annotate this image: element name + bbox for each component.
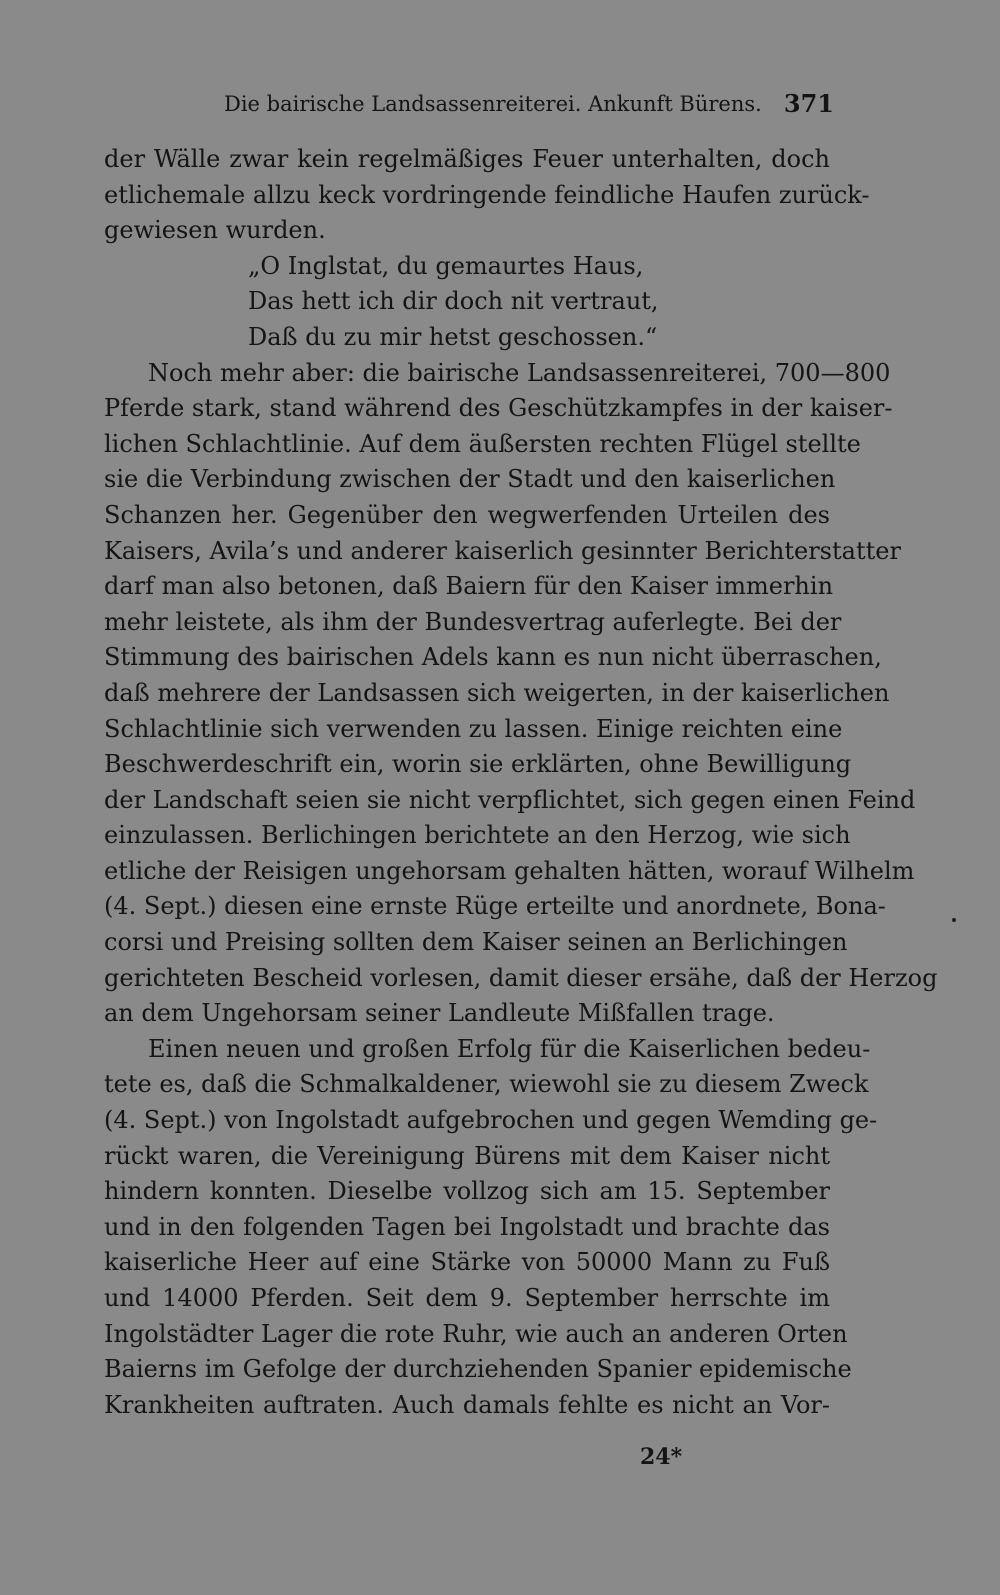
text-line: daß mehrere der Landsassen sich weigerten, in der kaiserlichen bbox=[104, 678, 890, 707]
text-line: (4. Sept.) von Ingolstadt aufgebrochen und gegen Wemding ge- bbox=[104, 1106, 878, 1135]
text-line: mehr leistete, als ihm der Bundesvertrag auferlegte. Bei der bbox=[104, 607, 842, 636]
text-line: darf man also betonen, daß Baiern für den Kaiser immerhin bbox=[104, 572, 834, 601]
text-line: hindern konnten. Dieselbe vollzog sich am 15. September bbox=[104, 1177, 830, 1206]
text-line: der Landschaft seien sie nicht verpflichtet, sich gegen einen Feind bbox=[104, 785, 916, 814]
verse-line: „O Inglstat, du gemaurtes Haus, bbox=[248, 251, 644, 280]
text-line: Ingolstädter Lager die rote Ruhr, wie auch an anderen Orten bbox=[104, 1319, 848, 1348]
text-line: lichen Schlachtlinie. Auf dem äußersten rechten Flügel stellte bbox=[104, 429, 861, 458]
text-line: sie die Verbindung zwischen der Stadt und den kaiserlichen bbox=[104, 465, 836, 494]
text-line: etliche der Reisigen ungehorsam gehalten hätten, worauf Wilhelm bbox=[104, 856, 915, 885]
text-line: corsi und Preising sollten dem Kaiser seinen an Berlichingen bbox=[104, 928, 848, 957]
text-line: gewiesen wurden. bbox=[104, 216, 326, 245]
printer-signature: 24* bbox=[640, 1444, 683, 1470]
text-line: einzulassen. Berlichingen berichtete an den Herzog, wie sich bbox=[104, 821, 851, 850]
text-line: Noch mehr aber: die bairische Landsassenreiterei, 700—800 bbox=[148, 358, 891, 387]
scan-speck bbox=[952, 918, 956, 922]
text-line: und 14000 Pferden. Seit dem 9. September herrschte im bbox=[104, 1284, 830, 1312]
text-line: Schlachtlinie sich verwenden zu lassen. Einige reichten eine bbox=[104, 714, 843, 743]
text-line: gerichteten Bescheid vorlesen, damit dieser ersähe, daß der Herzog bbox=[104, 963, 938, 992]
verse-line: Das hett ich dir doch nit vertraut, bbox=[248, 287, 659, 316]
text-line: kaiserliche Heer auf eine Stärke von 50000 Mann zu Fuß bbox=[104, 1248, 830, 1277]
text-line: Stimmung des bairischen Adels kann es nun nicht überraschen, bbox=[104, 643, 882, 672]
text-line: tete es, daß die Schmalkaldener, wiewohl sie zu diesem Zweck bbox=[104, 1070, 869, 1099]
text-line: rückt waren, die Vereinigung Bürens mit dem Kaiser nicht bbox=[104, 1141, 830, 1170]
text-line: Beschwerdeschrift ein, worin sie erklärten, ohne Bewilligung bbox=[104, 750, 852, 779]
running-title: Die bairische Landsassenreiterei. Ankunft Bürens. bbox=[224, 92, 762, 116]
text-line: Pferde stark, stand während des Geschützkampfes in der kaiser- bbox=[104, 394, 893, 423]
page-number: 371 bbox=[783, 89, 834, 118]
verse-line: Daß du zu mir hetst geschossen.“ bbox=[248, 322, 658, 351]
text-line: Schanzen her. Gegenüber den wegwerfenden Urteilen des bbox=[104, 500, 830, 529]
text-line: Kaisers, Avila’s und anderer kaiserlich gesinnter Berichterstatter bbox=[104, 536, 901, 565]
text-line: etlichemale allzu keck vordringende feindliche Haufen zurück- bbox=[104, 180, 870, 209]
text-line: Krankheiten auftraten. Auch damals fehlte es nicht an Vor- bbox=[104, 1390, 830, 1419]
running-head bbox=[104, 86, 834, 122]
text-line: Baierns im Gefolge der durchziehenden Spanier epidemische bbox=[104, 1355, 852, 1384]
text-line: an dem Ungehorsam seiner Landleute Mißfallen trage. bbox=[104, 999, 775, 1028]
text-line: (4. Sept.) diesen eine ernste Rüge erteilte und anordnete, Bona- bbox=[104, 892, 886, 921]
text-line: und in den folgenden Tagen bei Ingolstadt und brachte das bbox=[104, 1212, 830, 1241]
text-line: Einen neuen und großen Erfolg für die Kaiserlichen bedeu- bbox=[148, 1034, 871, 1063]
body-text bbox=[104, 142, 938, 1423]
text-line: der Wälle zwar kein regelmäßiges Feuer unterhalten, doch bbox=[104, 145, 830, 173]
